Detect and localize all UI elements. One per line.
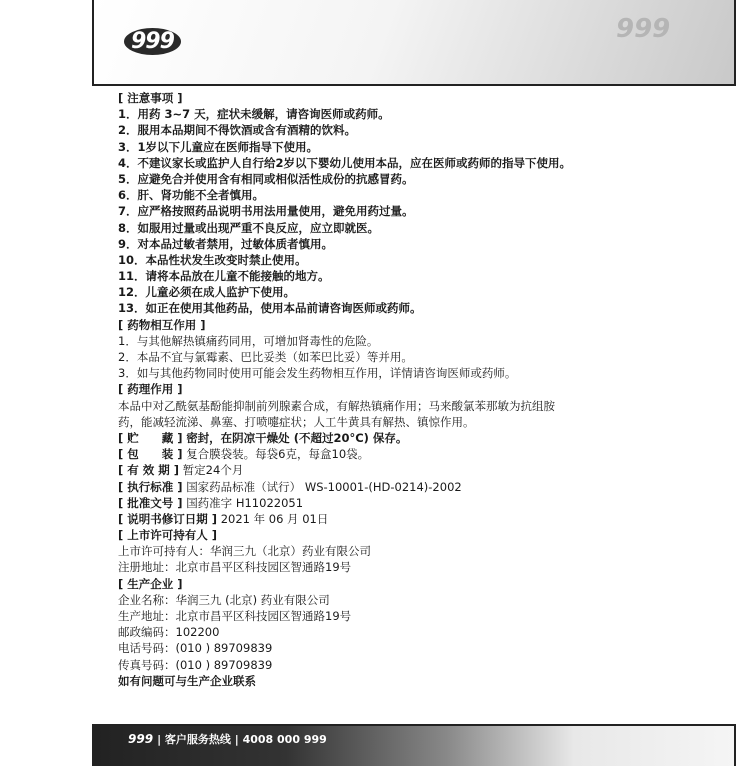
revision-label: [ 说明书修订日期 ] xyxy=(118,511,218,526)
leaflet-content xyxy=(118,90,638,689)
storage-label: [ 贮 藏 ] xyxy=(118,430,183,445)
standard-value: 国家药品标准（试行） WS-10001-(HD-0214)-2002 xyxy=(186,479,462,494)
precaution-item: 2．服用本品期间不得饮酒或含有酒精的饮料。 xyxy=(118,123,356,138)
package-row xyxy=(118,446,638,462)
pharmacology-title: [ 药理作用 ] xyxy=(118,382,183,397)
precautions-title: [ 注意事项 ] xyxy=(118,91,183,105)
precaution-item: 6．肝、肾功能不全者慎用。 xyxy=(118,188,265,203)
validity-value: 暂定24个月 xyxy=(182,463,244,478)
standard-label: [ 执行标准 ] xyxy=(118,479,183,494)
precaution-item: 9．对本品过敏者禁用，过敏体质者慎用。 xyxy=(118,236,333,251)
approval-label: [ 批准文号 ] xyxy=(118,495,183,510)
manufacturer-phone: 电话号码：(010 ) 89709839 xyxy=(118,641,273,656)
footer-hotline xyxy=(128,731,327,747)
revision-row xyxy=(118,511,638,527)
package-label: [ 包 装 ] xyxy=(118,447,183,462)
precaution-item: 4．不建议家长或监护人自行给2岁以下婴幼儿使用本品，应在医师或药师的指导下使用。 xyxy=(118,155,571,170)
precaution-item: 12．儿童必须在成人监护下使用。 xyxy=(118,285,296,300)
pharmacology-text: 本品中对乙酰氨基酚能抑制前列腺素合成，有解热镇痛作用；马来酸氯苯那敏为抗组胺 xyxy=(118,398,555,413)
validity-label: [ 有 效 期 ] xyxy=(118,463,180,478)
brand-logo: 999 xyxy=(124,28,181,55)
precaution-item: 1．用药 3~7 天，症状未缓解，请咨询医师或药师。 xyxy=(118,107,390,122)
manufacturer-title: [ 生产企业 ] xyxy=(118,576,183,591)
interaction-item: 2．本品不宜与氯霉素、巴比妥类（如苯巴比妥）等并用。 xyxy=(118,350,413,364)
storage-value: 密封，在阴凉干燥处 (不超过20°C) 保存。 xyxy=(186,430,408,445)
manufacturer-address: 生产地址：北京市昌平区科技园区智通路19号 xyxy=(118,609,352,623)
precaution-item: 10．本品性状发生改变时禁止使用。 xyxy=(118,252,307,267)
holder-address: 注册地址：北京市昌平区科技园区智通路19号 xyxy=(118,560,352,575)
footer-logo: 999 xyxy=(128,732,154,746)
interaction-item: 1．与其他解热镇痛药同用，可增加肾毒性的危险。 xyxy=(118,333,379,348)
precaution-item: 3．1岁以下儿童应在医师指导下使用。 xyxy=(118,139,319,154)
revision-value: 2021 年 06 月 01日 xyxy=(220,511,329,526)
manufacturer-postcode: 邮政编码：102200 xyxy=(118,625,220,640)
precaution-item: 11．请将本品放在儿童不能接触的地方。 xyxy=(118,269,330,284)
manufacturer-fax: 传真号码：(010 ) 89709839 xyxy=(118,657,273,672)
approval-value: 国药准字 H11022051 xyxy=(186,495,304,510)
manufacturer-name: 企业名称：华润三九 (北京) 药业有限公司 xyxy=(118,592,330,607)
holder-title: [ 上市许可持有人 ] xyxy=(118,528,218,543)
approval-row xyxy=(118,495,638,511)
manufacturer-contact: 如有问题可与生产企业联系 xyxy=(118,673,256,688)
interactions-title: [ 药物相互作用 ] xyxy=(118,317,206,332)
brand-watermark: 999 xyxy=(616,14,671,44)
precaution-item: 8．如服用过量或出现严重不良反应，应立即就医。 xyxy=(118,220,379,235)
precaution-item: 5．应避免合并使用含有相同或相似活性成份的抗感冒药。 xyxy=(118,171,414,186)
validity-row xyxy=(118,462,638,478)
interaction-item: 3．如与其他药物同时使用可能会发生药物相互作用，详情请咨询医师或药师。 xyxy=(118,366,517,381)
precaution-item: 13．如正在使用其他药品，使用本品前请咨询医师或药师。 xyxy=(118,301,422,316)
storage-row xyxy=(118,430,638,446)
hotline-text: | 客户服务热线 | 4008 000 999 xyxy=(157,733,327,746)
precaution-item: 7．应严格按照药品说明书用法用量使用，避免用药过量。 xyxy=(118,204,414,219)
package-value: 复合膜袋装。每袋6克，每盒10袋。 xyxy=(186,447,370,462)
pharmacology-text: 药，能减轻流涕、鼻塞、打喷嚏症状；人工牛黄具有解热、镇惊作用。 xyxy=(118,414,475,429)
holder-name: 上市许可持有人：华润三九（北京）药业有限公司 xyxy=(118,544,371,559)
standard-row xyxy=(118,479,638,495)
